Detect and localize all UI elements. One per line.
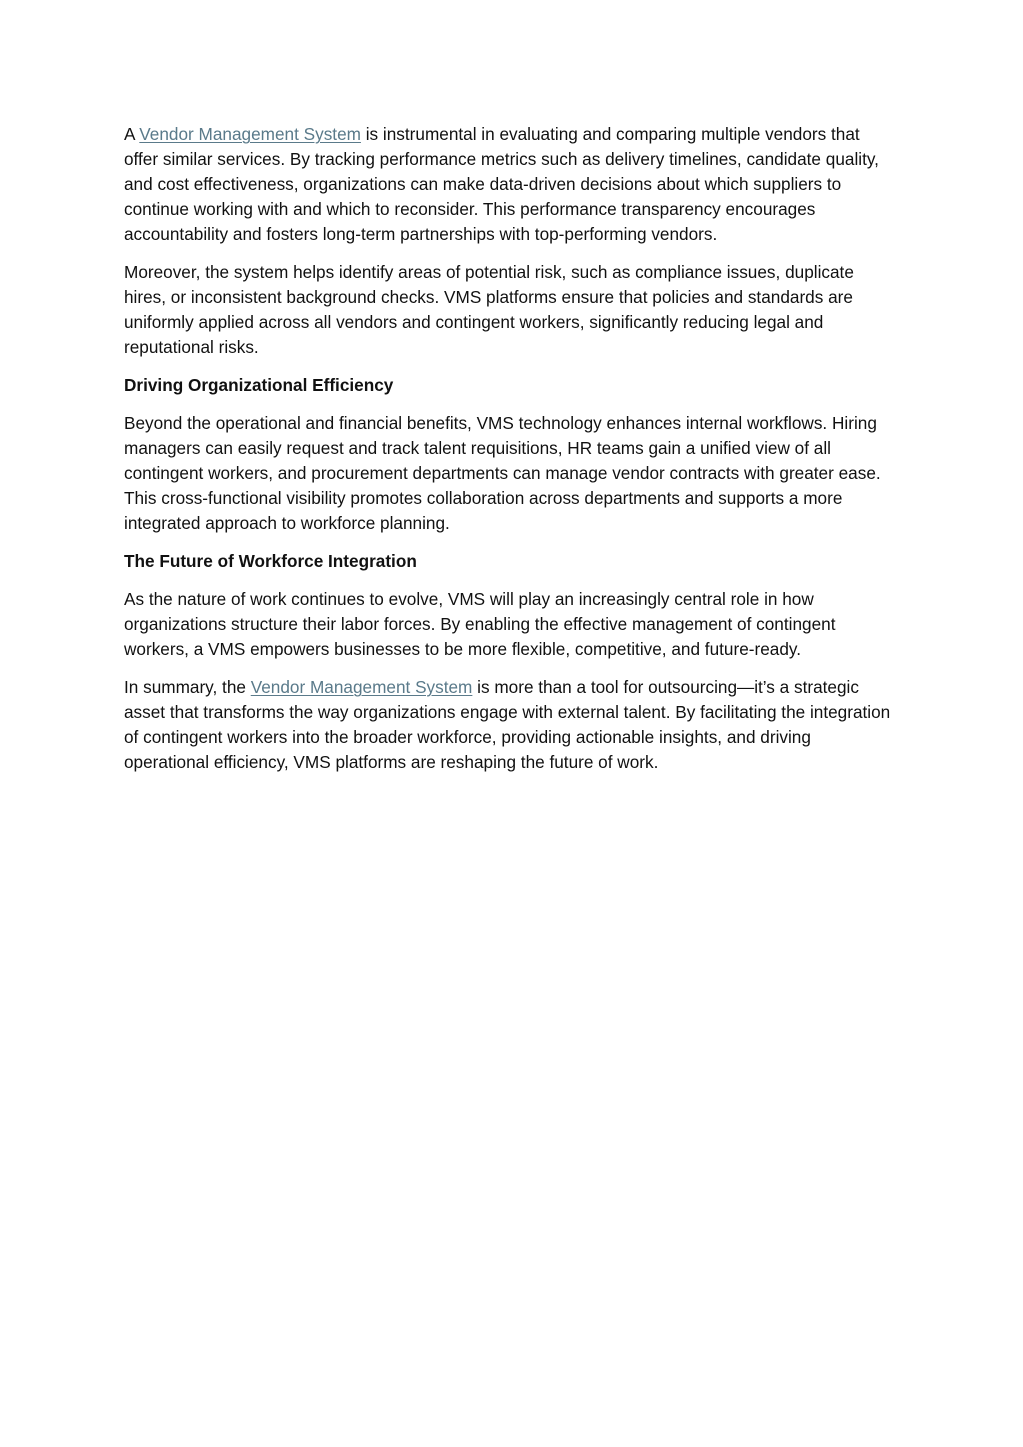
paragraph-text: In summary, the	[124, 677, 251, 697]
vendor-management-system-link-2[interactable]: Vendor Management System	[250, 677, 473, 697]
paragraph-summary	[124, 675, 894, 775]
vendor-management-system-link[interactable]: Vendor Management System	[139, 124, 361, 144]
heading-driving-efficiency: Driving Organizational Efficiency	[124, 375, 394, 395]
document-body	[124, 122, 894, 788]
paragraph-text: is instrumental in evaluating and comparing multiple vendors that offer similar services. By tracking performance metrics such as delivery timelines, candidate quality, and cost effectiveness, organizations can make data-driven decisions about which suppliers to continue working with and which to reconsider. This performance transparency encourages accountability and fosters long-term partnerships with top-performing vendors.	[124, 124, 879, 244]
paragraph-future: As the nature of work continues to evolve, VMS will play an increasingly central role in how organizations structure their labor forces. By enabling the effective management of contingent workers, a VMS empowers businesses to be more flexible, competitive, and future-ready.	[124, 589, 836, 659]
paragraph-workflows: Beyond the operational and financial benefits, VMS technology enhances internal workflows. Hiring managers can easily request and track talent requisitions, HR teams gain a unified view of all contingent workers, and procurement departments can manage vendor contracts with greater ease. This cross-functional visibility promotes collaboration across departments and supports a more integrated approach to workforce planning.	[124, 413, 881, 533]
heading-future-integration: The Future of Workforce Integration	[124, 551, 417, 571]
paragraph-text: is more than a tool for outsourcing—it’s a strategic asset that transforms the way organizations engage with external talent. By facilitating the integration of contingent workers into the broader workforce, providing actionable insights, and driving operational efficiency, VMS platforms are reshaping the future of work.	[124, 677, 891, 772]
paragraph-vendor-evaluation	[124, 122, 894, 247]
paragraph-text: A	[124, 124, 140, 144]
paragraph-risk: Moreover, the system helps identify areas of potential risk, such as compliance issues, duplicate hires, or inconsistent background checks. VMS platforms ensure that policies and standards are uniformly applied across all vendors and contingent workers, significantly reducing legal and reputational risks.	[124, 262, 854, 357]
